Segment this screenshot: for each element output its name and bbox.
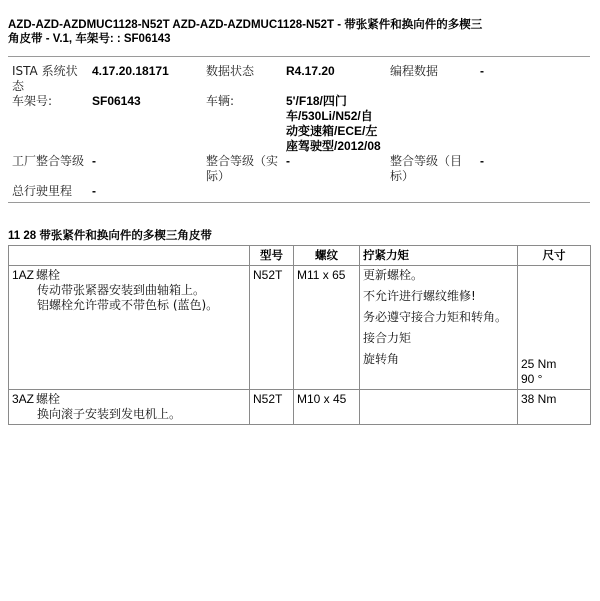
- info-value: -: [286, 154, 290, 168]
- header-thread: 螺纹: [294, 246, 360, 266]
- size-value: 90 °: [521, 372, 543, 386]
- info-value: -: [92, 184, 96, 198]
- torque-cell: [360, 390, 518, 425]
- part-description: 铝螺栓允许带或不带色标 (蓝色)。: [37, 298, 219, 312]
- table-row: [9, 390, 591, 425]
- header-blank: [9, 246, 250, 266]
- info-value: -: [480, 64, 484, 78]
- size-cell: [518, 390, 591, 425]
- info-label: 车架号:: [12, 94, 53, 108]
- info-row: [8, 94, 590, 154]
- header-torque: 拧紧力矩: [360, 246, 518, 266]
- position-code: 3AZ: [12, 392, 35, 406]
- torque-note: 务必遵守接合力矩和转角。: [363, 310, 508, 324]
- position-code: 1AZ: [12, 268, 35, 282]
- section-title: 11 28 带张紧件和换向件的多楔三角皮带: [8, 230, 212, 242]
- header-model: 型号: [250, 246, 294, 266]
- size-value: 25 Nm: [521, 357, 557, 371]
- part-line: [12, 392, 246, 407]
- info-label: 总行驶里程: [12, 184, 73, 198]
- part-description: 传动带张紧器安装到曲轴箱上。: [37, 283, 206, 297]
- title-line-2: 角皮带 - V.1, 车架号: : SF06143: [8, 33, 171, 45]
- part-cell: [9, 390, 250, 425]
- info-label: [386, 94, 476, 154]
- torque-step-label: 旋转角: [363, 352, 400, 366]
- info-value: [476, 94, 590, 154]
- part-name: 螺栓: [36, 392, 61, 406]
- size-spacer: [521, 268, 587, 357]
- vehicle-info-table: [8, 64, 590, 205]
- part-name: 螺栓: [36, 268, 61, 282]
- info-label: 数据状态: [206, 64, 255, 78]
- size-cell: [518, 266, 591, 390]
- info-value: SF06143: [92, 94, 141, 108]
- info-divider: [8, 202, 590, 203]
- table-header-row: [9, 246, 591, 266]
- info-row: [8, 64, 590, 94]
- info-label: 工厂整合等级: [12, 154, 85, 168]
- model-cell: N52T: [250, 390, 294, 425]
- info-label: 车辆:: [206, 94, 235, 108]
- part-cell: [9, 266, 250, 390]
- info-value: 5'/F18/四门车/530Li/N52/自动变速箱/ECE/左座驾驶型/2012/08: [286, 94, 381, 153]
- torque-cell: [360, 266, 518, 390]
- torque-note: 更新螺栓。: [363, 268, 424, 282]
- info-label: 整合等级（实际）: [206, 154, 279, 183]
- info-row: [8, 154, 590, 184]
- info-label: 编程数据: [390, 64, 439, 78]
- document-title: [8, 18, 590, 46]
- header-size: 尺寸: [518, 246, 591, 266]
- part-line: [12, 268, 246, 283]
- info-value: R4.17.20: [286, 64, 335, 78]
- thread-cell: M10 x 45: [294, 390, 360, 425]
- torque-note: 不允许进行螺纹维修!: [363, 289, 476, 303]
- title-divider: [8, 56, 590, 57]
- torque-table: [8, 245, 591, 425]
- info-label: ISTA 系统状态: [12, 64, 78, 93]
- info-value: -: [480, 154, 484, 168]
- model-cell: N52T: [250, 266, 294, 390]
- thread-cell: M11 x 65: [294, 266, 360, 390]
- info-label: 整合等级（目标）: [390, 154, 463, 183]
- part-description: 换向滚子安装到发电机上。: [37, 407, 182, 421]
- size-value: 38 Nm: [521, 392, 557, 406]
- info-value: -: [92, 154, 96, 168]
- torque-step-label: 接合力矩: [363, 331, 412, 345]
- info-value: 4.17.20.18171: [92, 64, 169, 78]
- table-row: [9, 266, 591, 390]
- title-line-1: AZD-AZD-AZDMUC1128-N52T AZD-AZD-AZDMUC1128-N52T - 带张紧件和换向件的多楔三: [8, 19, 483, 31]
